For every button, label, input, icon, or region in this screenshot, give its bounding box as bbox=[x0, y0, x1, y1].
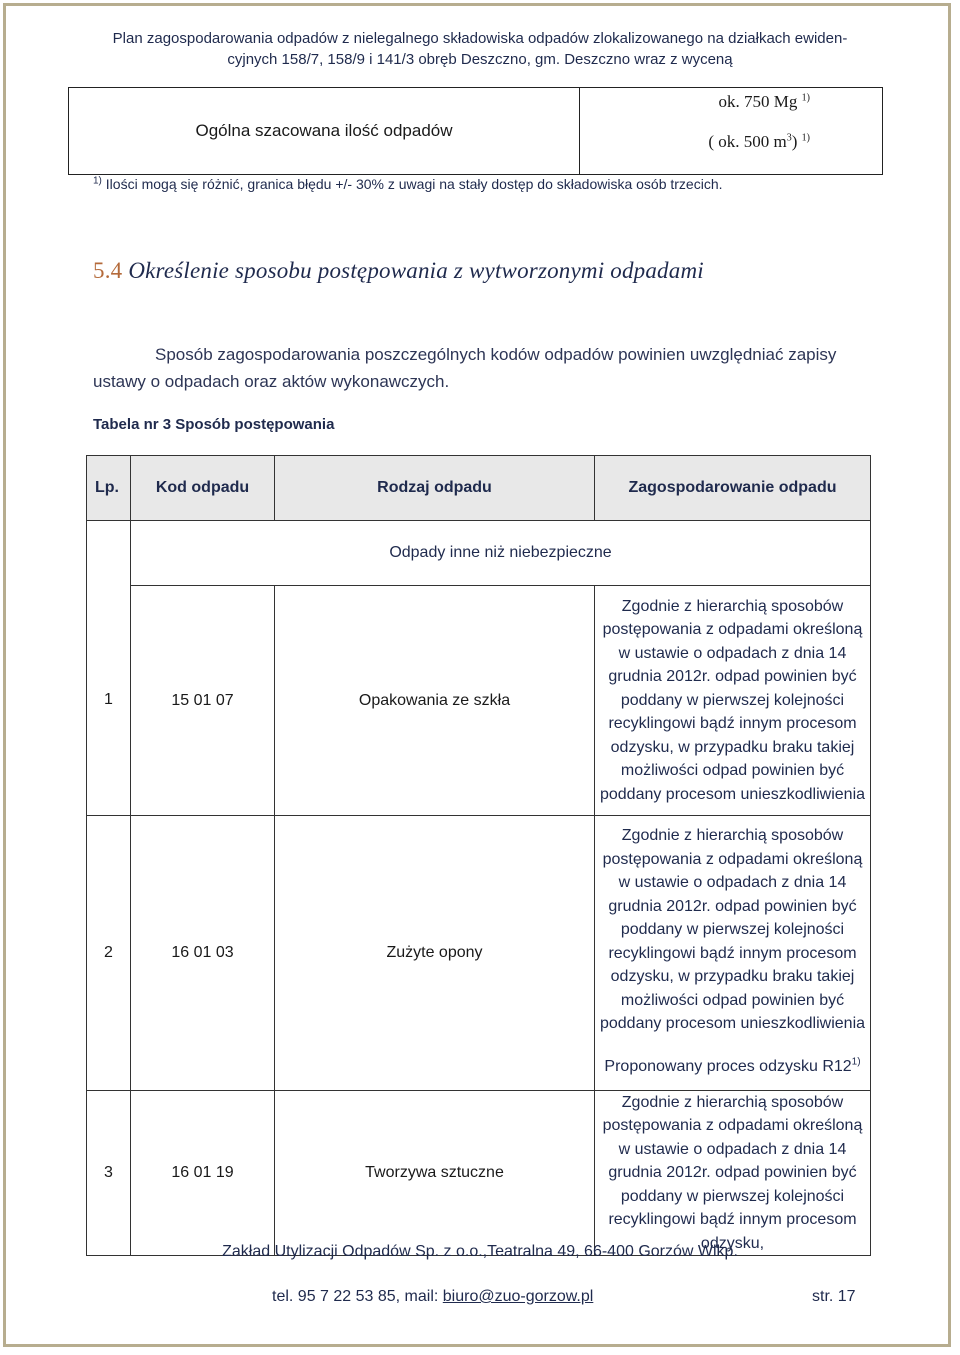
row-desc: Zgodnie z hierarchią sposobów postępowania z odpadami określoną w ustawie o odpadach z dnia 14 grudnia 2012r. odpad powinien być poddany w pierwszej kolejności recyklingowi bądź innym procesom odzysku, w przypadku braku takiej możliwości odpad powinien być poddany procesom unieszkodliwienia bbox=[595, 816, 871, 1044]
footnote: $^{1)}$ Ilości mogą się różnić, granica błędu +/- 30% z uwagi na stały dostęp do składowiska osób trzecich. bbox=[93, 175, 723, 192]
footer-company: Zakład Utylizacji Odpadów Sp. z o.o.,Teatralna 49, 66-400 Gorzów Wlkp. bbox=[222, 1243, 738, 1260]
summary-volume: ( ok. 500 $m^3$) $^{1)}$ bbox=[708, 132, 810, 151]
summary-divider bbox=[579, 88, 580, 174]
page-number: str. 17 bbox=[812, 1288, 856, 1305]
row-type: Tworzywa sztuczne bbox=[275, 1090, 595, 1256]
row-lp: 1 bbox=[87, 586, 131, 816]
section-number: 5.4 bbox=[93, 258, 123, 283]
intro-paragraph: Sposób zagospodarowania poszczególnych kodów odpadów powinien uwzględniać zapisy ustawy o odpadach oraz aktów wykonawczych. bbox=[93, 345, 837, 391]
row-code: 15 01 07 bbox=[131, 586, 275, 816]
row-code: 16 01 03 bbox=[131, 816, 275, 1091]
row-desc: Zgodnie z hierarchią sposobów postępowania z odpadami określoną w ustawie o odpadach z dnia 14 grudnia 2012r. odpad powinien być poddany w pierwszej kolejności recyklingowi bądź innym procesom odzysku, bbox=[595, 1090, 871, 1256]
summary-table bbox=[68, 87, 883, 175]
row-code: 16 01 19 bbox=[131, 1090, 275, 1256]
row-type: Zużyte opony bbox=[275, 816, 595, 1091]
row-lp: 3 bbox=[87, 1090, 131, 1256]
table-row bbox=[87, 816, 871, 1044]
table-header-row bbox=[87, 456, 871, 521]
header-code: Kod odpadu bbox=[131, 456, 275, 521]
footer-contact: tel. 95 7 22 53 85, mail: biuro@zuo-gorzow.pl bbox=[272, 1288, 594, 1305]
section-title: 5.4 Określenie sposobu postępowania z wytworzonymi odpadami bbox=[93, 258, 704, 283]
header-type: Rodzaj odpadu bbox=[275, 456, 595, 521]
group-row bbox=[87, 521, 871, 586]
header-line-2: cyjnych 158/7, 158/9 i 141/3 obręb Deszczno, gm. Deszczno wraz z wyceną bbox=[227, 51, 733, 68]
table-caption: Tabela nr 3 Sposób postępowania bbox=[93, 416, 335, 433]
header-line-1: Plan zagospodarowania odpadów z nielegalnego składowiska odpadów zlokalizowanego na działkach ewiden- bbox=[112, 30, 848, 47]
waste-table bbox=[86, 455, 871, 1256]
table-row bbox=[87, 1090, 871, 1256]
row-type: Opakowania ze szkła bbox=[275, 586, 595, 816]
header-lp: Lp. bbox=[87, 456, 131, 521]
row-extra: Proponowany proces odzysku R12$^{1)}$ bbox=[595, 1044, 871, 1091]
row-lp: 2 bbox=[87, 816, 131, 1091]
row-desc: Zgodnie z hierarchią sposobów postępowania z odpadami określoną w ustawie o odpadach z dnia 14 grudnia 2012r. odpad powinien być poddany w pierwszej kolejności recyklingowi bądź innym procesom odzysku, w przypadku braku takiej możliwości odpad powinien być poddany procesom unieszkodliwienia bbox=[595, 586, 871, 816]
table-row bbox=[87, 586, 871, 816]
document-header bbox=[60, 28, 900, 70]
header-management: Zagospodarowanie odpadu bbox=[595, 456, 871, 521]
group-label: Odpady inne niż niebezpieczne bbox=[131, 521, 871, 586]
summary-label: Ogólna szacowana ilość odpadów bbox=[195, 121, 453, 140]
summary-mass: ok. 750 Mg $^{1)}$ bbox=[718, 92, 810, 111]
email-link[interactable]: biuro@zuo-gorzow.pl bbox=[442, 1288, 594, 1305]
